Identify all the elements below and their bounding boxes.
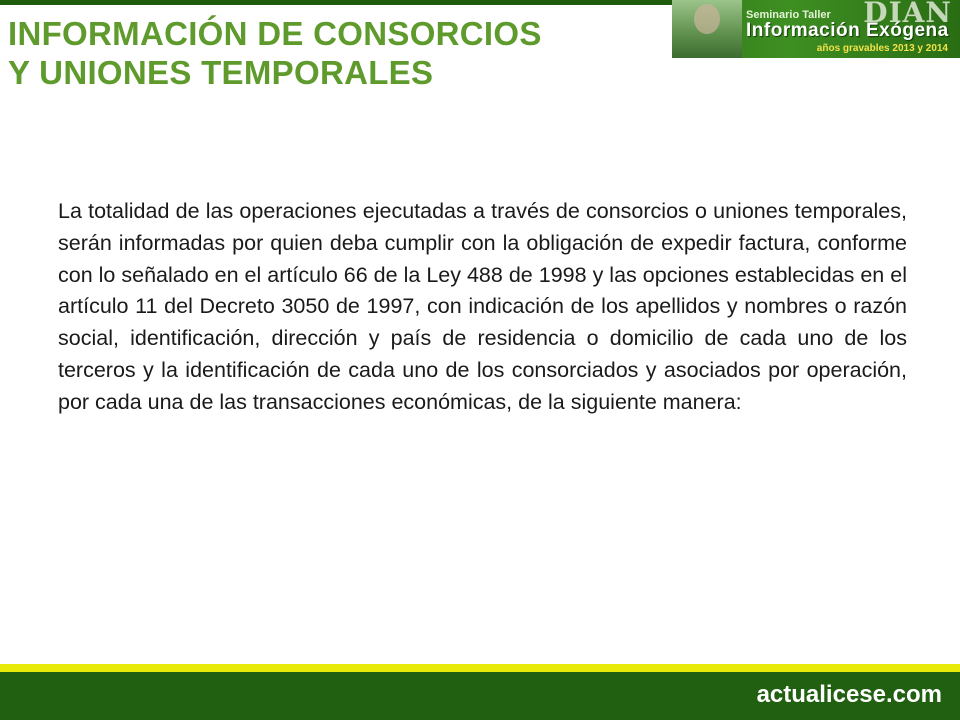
slide-title-line-1: INFORMACIÓN DE CONSORCIOS [8,15,542,52]
footer-accent-line [0,664,960,672]
seminar-banner [672,0,960,58]
banner-seminar-label: Seminario Taller [746,9,831,21]
slide-title [8,14,542,92]
banner-photo [672,0,742,58]
dian-logo: DIAN [863,0,952,29]
slide-title-line-2: Y UNIONES TEMPORALES [8,54,434,91]
footer-brand: actualicese.com [756,681,942,708]
body-paragraph: La totalidad de las operaciones ejecutadas a través de consorcios o uniones temporales, serán informadas por quien deba cumplir con la obligación de expedir factura, conforme con lo señalado en el artículo 66 de la Ley 488 de 1998 y las opciones establecidas en el artículo 11 del Decreto 3050 de 1997, con indicación de los apellidos y nombres o razón social, identificación, dirección y país de residencia o domicilio de cada uno de los terceros y la identificación de cada uno de los consorciados y asociados por operación, por cada una de las transacciones económicas, de la siguiente manera: [58,199,907,414]
banner-years: años gravables 2013 y 2014 [816,43,948,54]
banner-title: Información Exógena [746,20,949,41]
footer [0,672,960,720]
